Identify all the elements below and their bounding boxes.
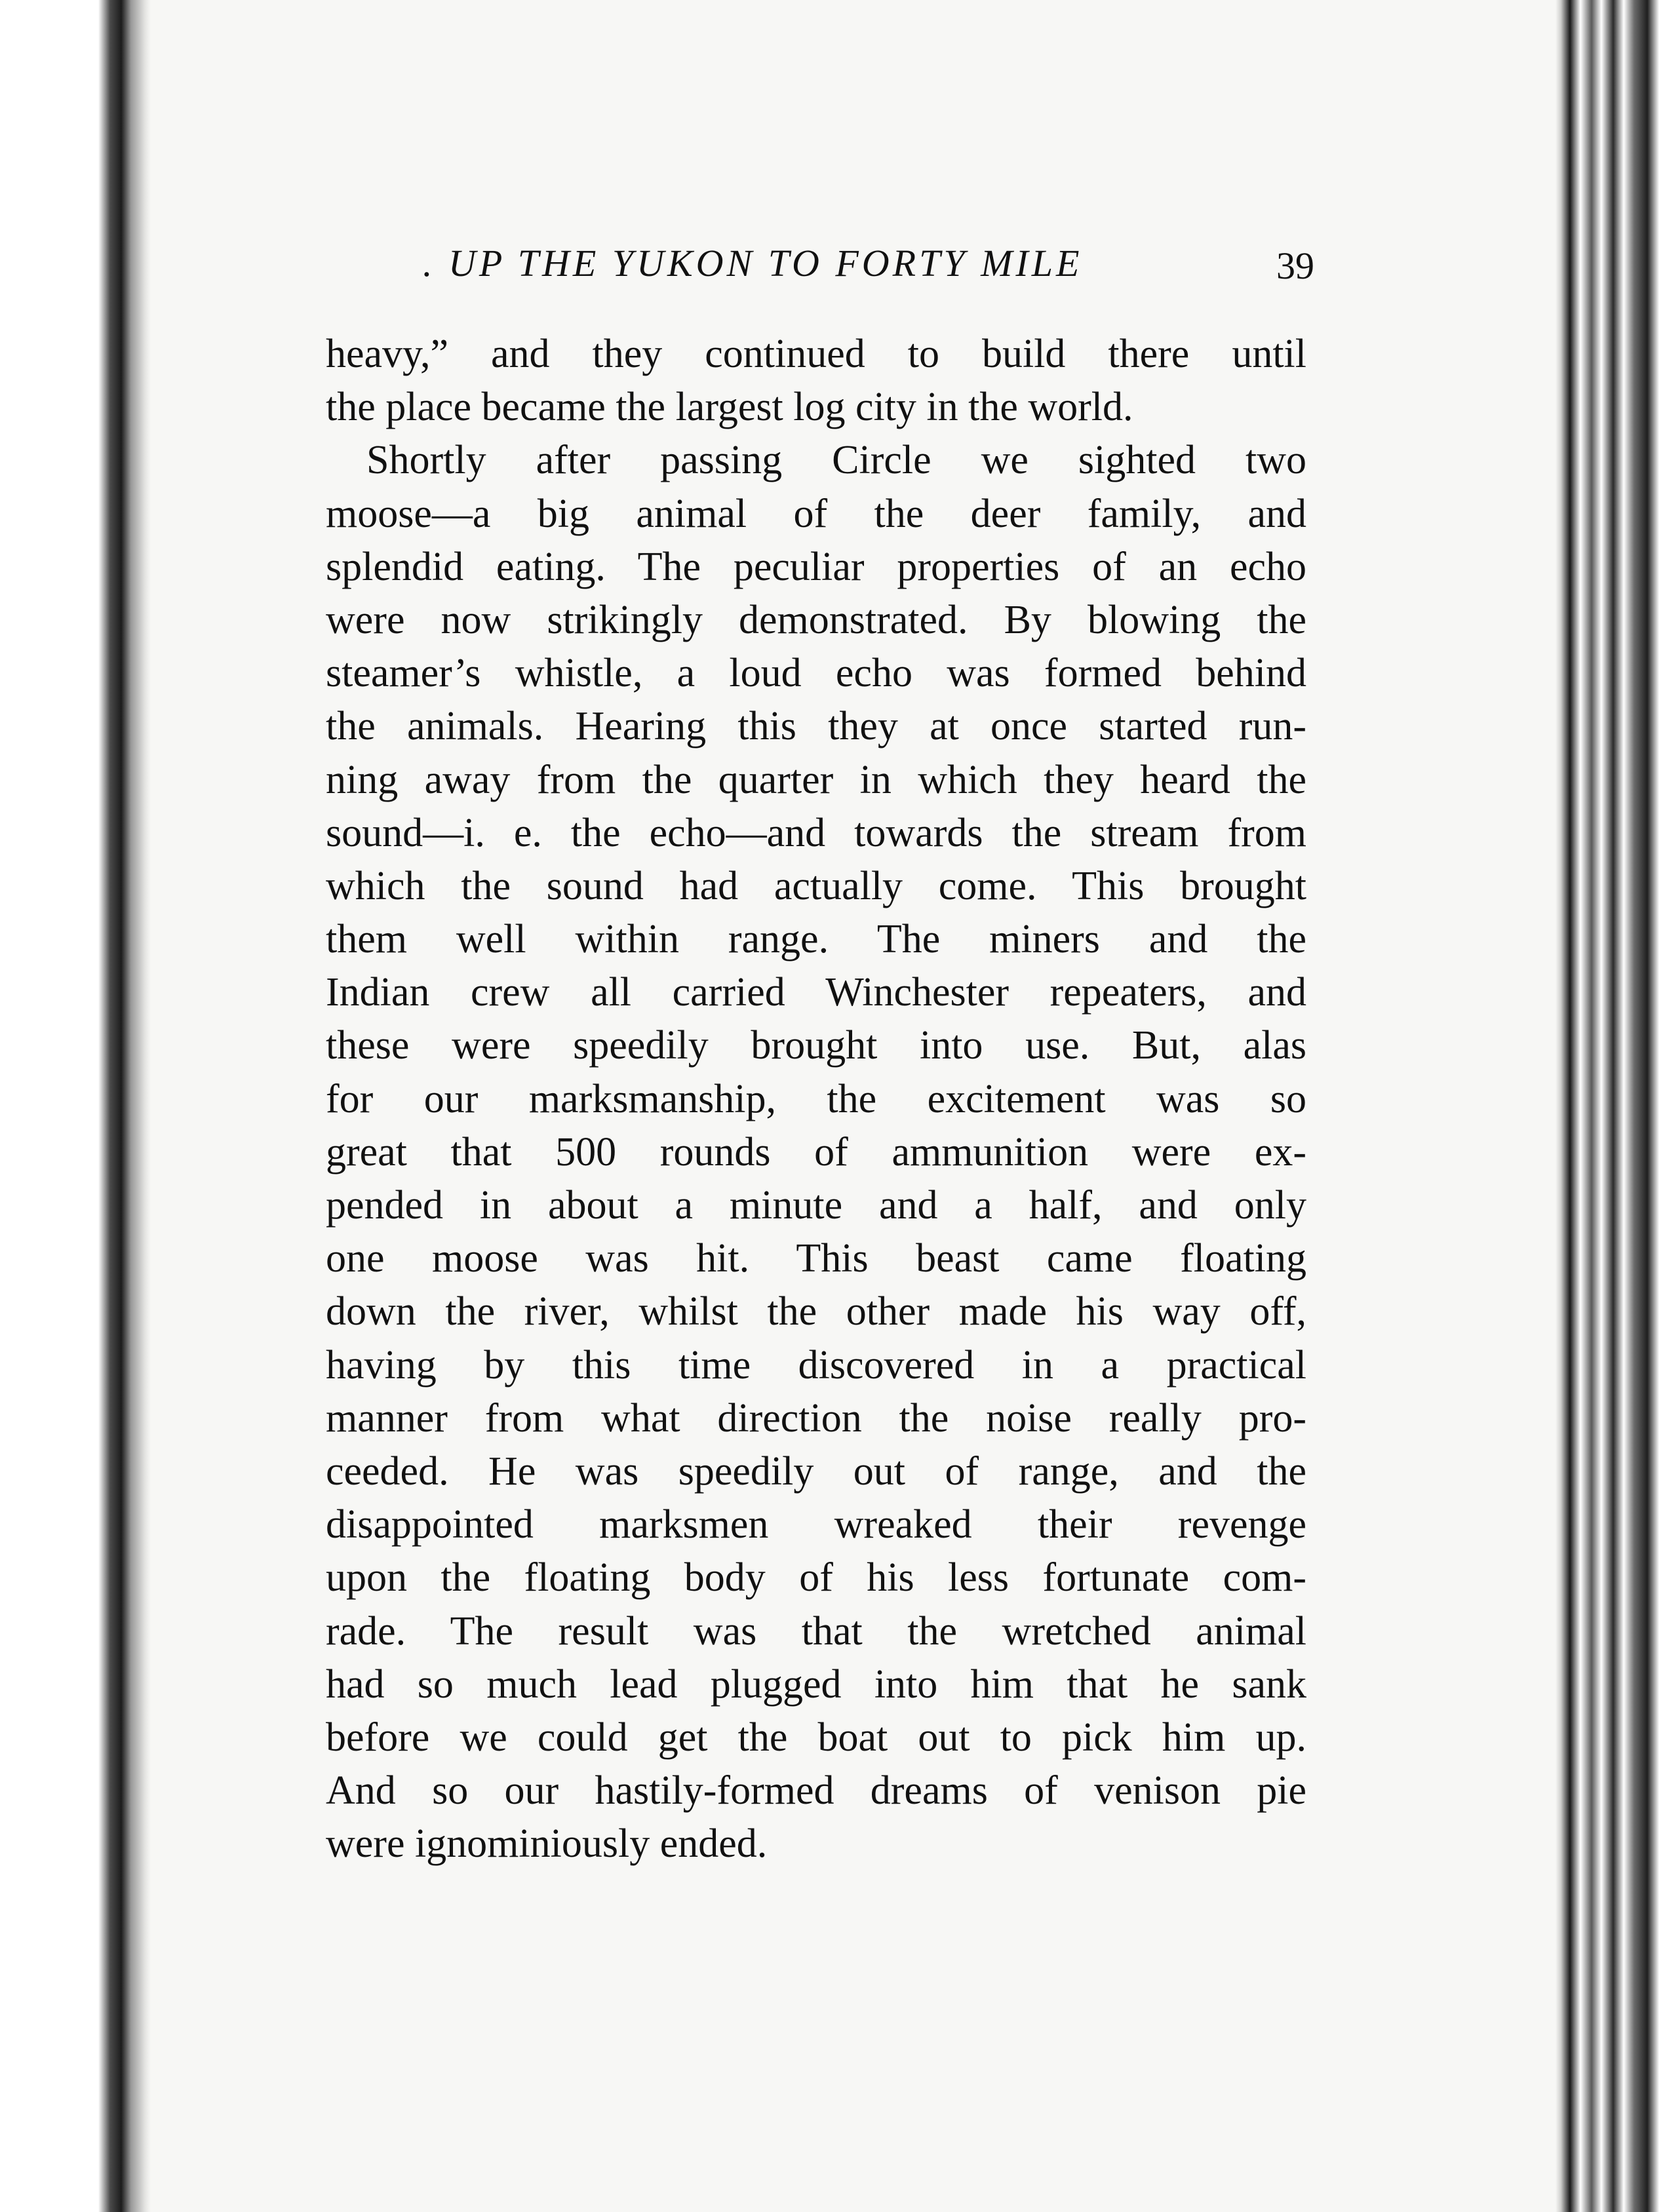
text-line: splendid eating. The peculiar properties of an echo (326, 544, 1306, 589)
text-line: were ignominiously ended. (326, 1821, 768, 1867)
text-line: heavy,” and they continued to build there until (326, 332, 1306, 376)
body-text (326, 328, 1306, 1871)
page-number: 39 (1276, 244, 1314, 287)
text-line: before we could get the boat out to pick him up. (326, 1715, 1306, 1760)
text-line: for our marksmanship, the excitement was so (326, 1076, 1306, 1121)
running-head: . UP THE YUKON TO FORTY MILE (423, 242, 1083, 284)
text-line: them well within range. The miners and the (326, 917, 1306, 962)
text-line: the place became the largest log city in the world. (326, 385, 1133, 430)
text-line: steamer’s whistle, a loud echo was formed behind (326, 651, 1306, 696)
text-line: these were speedily brought into use. But, alas (326, 1023, 1306, 1068)
text-line: moose—a big animal of the deer family, and (326, 491, 1306, 536)
text-line: down the river, whilst the other made his way off, (326, 1289, 1306, 1334)
text-line: upon the floating body of his less fortunate com- (326, 1555, 1306, 1601)
text-line: Indian crew all carried Winchester repeaters, and (326, 970, 1306, 1015)
text-line: one moose was hit. This beast came floating (326, 1236, 1306, 1281)
text-line: the animals. Hearing this they at once started run- (326, 704, 1306, 749)
text-line: sound—i. e. the echo—and towards the stream from (326, 810, 1306, 855)
text-line: rade. The result was that the wretched animal (326, 1608, 1306, 1654)
page-header (423, 241, 1314, 300)
text-line: And so our hastily-formed dreams of venison pie (326, 1768, 1306, 1814)
text-line: had so much lead plugged into him that he sank (326, 1661, 1306, 1707)
right-page-edge (1556, 0, 1667, 2212)
text-line: pended in about a minute and a half, and only (326, 1183, 1306, 1228)
text-line: Shortly after passing Circle we sighted two (366, 438, 1306, 483)
text-line: ning away from the quarter in which they heard the (326, 757, 1306, 802)
text-line: which the sound had actually come. This brought (326, 863, 1306, 908)
text-line: disappointed marksmen wreaked their revenge (326, 1502, 1306, 1547)
text-line: ceeded. He was speedily out of range, and the (326, 1448, 1306, 1494)
text-line: were now strikingly demonstrated. By blowing the (326, 597, 1306, 642)
text-line: great that 500 rounds of ammunition were ex- (326, 1129, 1306, 1174)
text-line: manner from what direction the noise really pro- (326, 1395, 1306, 1441)
left-page-edge (0, 0, 151, 2212)
text-line: having by this time discovered in a practical (326, 1342, 1306, 1387)
